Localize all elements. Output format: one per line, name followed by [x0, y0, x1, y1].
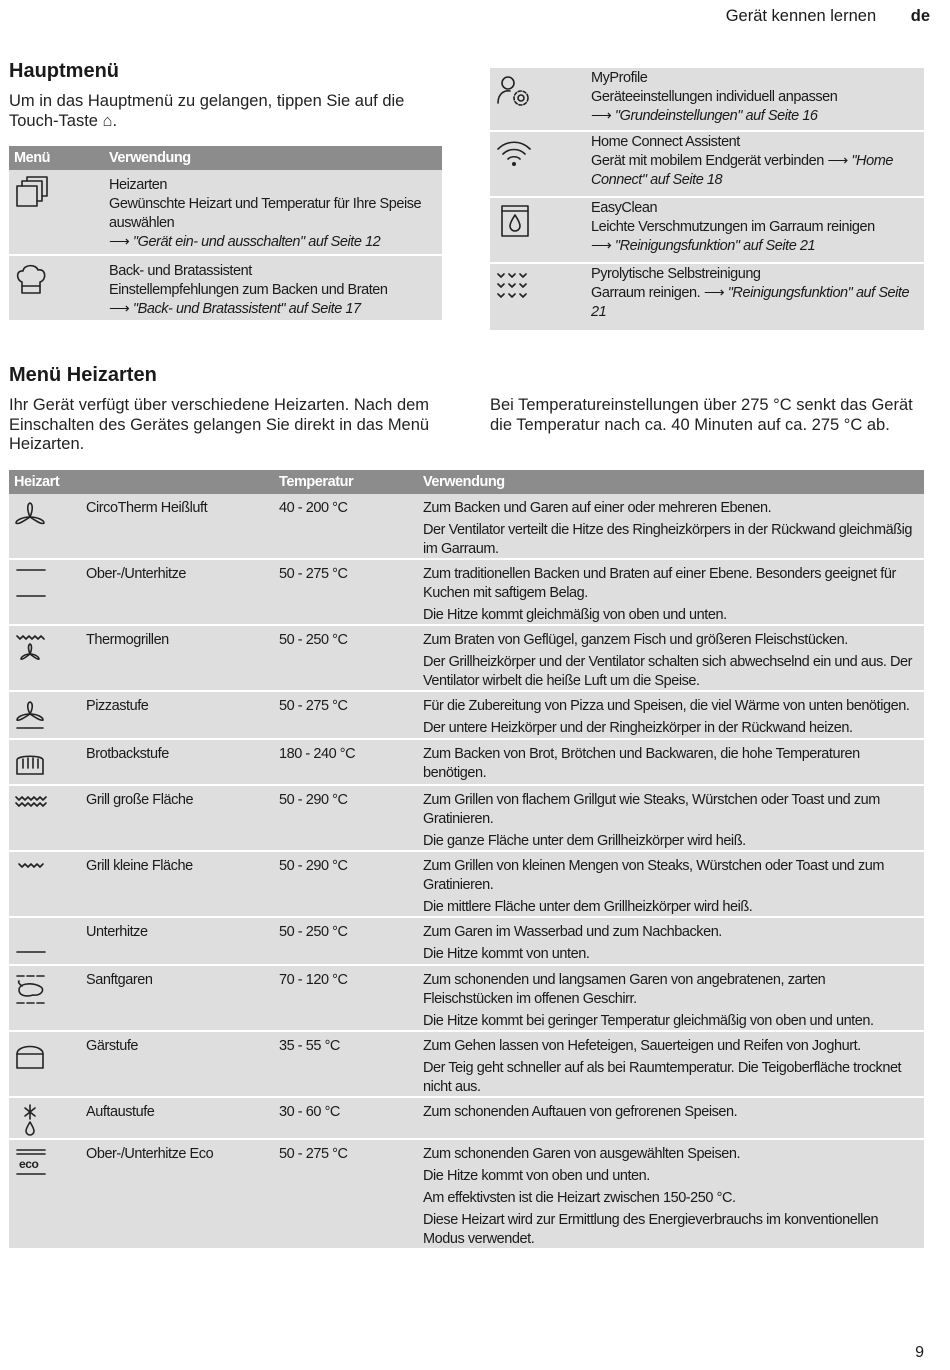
mode-use-line: Zum Backen von Brot, Brötchen und Backwaren, die hohe Temperaturen benötigen. — [423, 746, 860, 781]
row-title: Back- und Bratassistent — [109, 263, 252, 279]
thermogrill-icon — [13, 632, 47, 666]
row-desc: Leichte Verschmutzungen im Garraum reinigen — [591, 219, 875, 235]
mode-name: CircoTherm Heißluft — [86, 500, 208, 516]
section-title: Gerät kennen lernen — [725, 7, 877, 25]
row-title: Home Connect Assistent — [591, 134, 740, 150]
table-row — [9, 626, 924, 692]
page-ref-link[interactable]: ⟶ "Home Connect" auf Seite 18 — [591, 153, 893, 188]
table-row — [9, 852, 924, 918]
fan-icon — [13, 500, 47, 534]
row-title: EasyClean — [591, 200, 658, 216]
table-row — [9, 170, 442, 256]
proving-icon — [13, 1038, 47, 1072]
table-row — [9, 1098, 924, 1140]
col-mode: Heizart — [14, 474, 60, 490]
hauptmenu-intro: Um in das Hauptmenü zu gelangen, tippen Sie auf die Touch-Taste ⌂. — [9, 92, 405, 130]
page-ref-link[interactable]: ⟶ "Gerät ein- und ausschalten" auf Seite 12 — [109, 234, 381, 250]
mode-use-line: Zum Garen im Wasserbad und zum Nachbacken. — [423, 924, 722, 940]
table-header — [9, 146, 442, 170]
heizarten-title: Menü Heizarten — [9, 364, 157, 386]
table-header — [9, 470, 924, 494]
mode-use-line: Die Hitze kommt von unten. — [423, 946, 590, 962]
mode-name: Auftaustufe — [86, 1104, 155, 1120]
pyrolysis-icon — [495, 269, 533, 305]
top-bottom-heat-icon — [13, 566, 47, 600]
table-row — [490, 68, 924, 132]
mode-use-line: Zum Gehen lassen von Hefeteigen, Sauerteigen und Reifen von Joghurt. — [423, 1038, 861, 1054]
table-row — [9, 918, 924, 966]
mode-temp: 50 - 275 °C — [279, 566, 348, 582]
heizarten-intro-left: Ihr Gerät verfügt über verschiedene Heizarten. Nach dem Einschalten des Gerätes gelangen Sie direkt in das Menü Heizarten. — [9, 396, 430, 453]
mode-name: Brotbackstufe — [86, 746, 169, 762]
mode-temp: 50 - 250 °C — [279, 924, 348, 940]
main-menu-table — [9, 146, 442, 322]
page-number: 9 — [915, 1344, 924, 1361]
chef-hat-icon — [14, 262, 48, 296]
row-title: Pyrolytische Selbstreinigung — [591, 266, 761, 282]
mode-use-line: Diese Heizart wird zur Ermittlung des Energieverbrauchs im konventionellen Modus verwendet. — [423, 1212, 879, 1247]
mode-use-line: Zum schonenden Auftauen von gefrorenen Speisen. — [423, 1104, 738, 1120]
mode-use-line: Die mittlere Fläche unter dem Grillheizkörper wird heiß. — [423, 899, 753, 915]
mode-use-line: Zum Grillen von flachem Grillgut wie Steaks, Würstchen oder Toast und zum Gratinieren. — [423, 792, 880, 827]
mode-use-line: Zum schonenden Garen von ausgewählten Speisen. — [423, 1146, 741, 1162]
table-row — [9, 786, 924, 852]
mode-name: Ober-/Unterhitze Eco — [86, 1146, 214, 1162]
svg-text:eco: eco — [19, 1157, 39, 1171]
mode-temp: 50 - 290 °C — [279, 792, 348, 808]
mode-name: Ober-/Unterhitze — [86, 566, 186, 582]
mode-use-line: Zum traditionellen Backen und Braten auf einer Ebene. Besonders geeignet für Kuchen mit saftigem Belag. — [423, 566, 896, 601]
page-ref-link[interactable]: ⟶ "Back- und Bratassistent" auf Seite 17 — [109, 301, 361, 317]
mode-use-line: Zum Backen und Garen auf einer oder mehreren Ebenen. — [423, 500, 772, 516]
mode-temp: 50 - 250 °C — [279, 632, 348, 648]
mode-temp: 180 - 240 °C — [279, 746, 356, 762]
row-desc: Geräteeinstellungen individuell anpassen — [591, 89, 838, 105]
table-row — [9, 1032, 924, 1098]
mode-temp: 50 - 275 °C — [279, 1146, 348, 1162]
mode-use-line: Der untere Heizkörper und der Ringheizkörper in der Rückwand heizen. — [423, 720, 853, 736]
mode-use-line: Der Grillheizkörper und der Ventilator schalten sich abwechselnd ein und aus. Der Ventilator wirbelt die heiße Luft um die Speise. — [423, 654, 913, 689]
col-use: Verwendung — [109, 150, 191, 166]
table-row — [9, 966, 924, 1032]
table-row — [490, 132, 924, 198]
mode-use-line: Die ganze Fläche unter dem Grillheizkörper wird heiß. — [423, 833, 746, 849]
page-header — [726, 7, 930, 26]
wifi-icon — [495, 137, 533, 173]
row-desc: Gewünschte Heizart und Temperatur für Ihre Speise auswählen — [109, 196, 422, 231]
mode-use-line: Die Hitze kommt bei geringer Temperatur gleichmäßig von oben und unten. — [423, 1013, 874, 1029]
mode-temp: 40 - 200 °C — [279, 500, 348, 516]
bottom-heat-icon — [13, 924, 47, 958]
mode-use-line: Zum Grillen von kleinen Mengen von Steaks, Würstchen oder Toast und zum Gratinieren. — [423, 858, 885, 893]
table-row — [9, 1140, 924, 1250]
mode-name: Gärstufe — [86, 1038, 139, 1054]
mode-use-line: Für die Zubereitung von Pizza und Speisen, die viel Wärme von unten benötigen. — [423, 698, 910, 714]
grill-large-icon — [13, 792, 47, 826]
col-use: Verwendung — [423, 474, 505, 490]
mode-use-line: Zum Braten von Geflügel, ganzem Fisch und größeren Fleischstücken. — [423, 632, 848, 648]
mode-name: Sanftgaren — [86, 972, 153, 988]
col-menu: Menü — [14, 150, 51, 166]
heizarten-intro-right: Bei Temperatureinstellungen über 275 °C senkt das Gerät die Temperatur nach ca. 40 Minuten auf ca. 275 °C ab. — [490, 396, 913, 434]
slow-cook-icon — [13, 972, 47, 1006]
mode-use-line: Die Hitze kommt gleichmäßig von oben und unten. — [423, 607, 727, 623]
defrost-icon — [13, 1104, 47, 1138]
col-temp: Temperatur — [279, 474, 354, 490]
hauptmenu-title: Hauptmenü — [9, 60, 119, 82]
heating-modes-table — [9, 470, 924, 1250]
mode-temp: 30 - 60 °C — [279, 1104, 340, 1120]
mode-use-line: Der Ventilator verteilt die Hitze des Ringheizkörpers in der Rückwand gleichmäßig im Garraum. — [423, 522, 913, 557]
row-desc: Garraum reinigen. — [591, 285, 701, 301]
table-row — [9, 740, 924, 786]
mode-name: Thermogrillen — [86, 632, 169, 648]
myprofile-icon — [495, 73, 533, 109]
row-title: MyProfile — [591, 70, 648, 86]
row-title: Heizarten — [109, 177, 168, 193]
mode-temp: 50 - 275 °C — [279, 698, 348, 714]
mode-temp: 35 - 55 °C — [279, 1038, 340, 1054]
eco-icon — [13, 1146, 47, 1180]
row-desc: Gerät mit mobilem Endgerät verbinden — [591, 153, 824, 169]
grill-small-icon — [13, 858, 47, 892]
heating-modes-icon — [14, 176, 48, 210]
mode-use-line: Zum schonenden und langsamen Garen von angebratenen, zarten Fleischstücken im offenen Geschirr. — [423, 972, 826, 1007]
table-row — [9, 494, 924, 560]
mode-name: Grill große Fläche — [86, 792, 194, 808]
bread-icon — [13, 746, 47, 780]
main-menu-right-table — [490, 68, 924, 332]
page-ref-link[interactable]: ⟶ "Reinigungsfunktion" auf Seite 21 — [591, 238, 816, 254]
table-row — [9, 560, 924, 626]
mode-temp: 70 - 120 °C — [279, 972, 348, 988]
table-row — [490, 264, 924, 332]
mode-name: Unterhitze — [86, 924, 148, 940]
mode-use-line: Am effektivsten ist die Heizart zwischen 150-250 °C. — [423, 1190, 736, 1206]
mode-name: Grill kleine Fläche — [86, 858, 193, 874]
mode-temp: 50 - 290 °C — [279, 858, 348, 874]
page-ref-link[interactable]: ⟶ "Reinigungsfunktion" auf Seite 21 — [591, 285, 910, 320]
mode-name: Pizzastufe — [86, 698, 149, 714]
table-row — [9, 692, 924, 740]
table-row — [9, 256, 442, 322]
page-ref-link[interactable]: ⟶ "Grundeinstellungen" auf Seite 16 — [591, 108, 818, 124]
table-row — [490, 198, 924, 264]
mode-use-line: Die Hitze kommt von oben und unten. — [423, 1168, 650, 1184]
row-desc: Einstellempfehlungen zum Backen und Braten — [109, 282, 388, 298]
easyclean-icon — [495, 203, 533, 239]
language-code: de — [910, 7, 930, 25]
mode-use-line: Der Teig geht schneller auf als bei Raumtemperatur. Die Teigoberfläche trocknet nicht aus. — [423, 1060, 902, 1095]
pizza-setting-icon — [13, 698, 47, 732]
